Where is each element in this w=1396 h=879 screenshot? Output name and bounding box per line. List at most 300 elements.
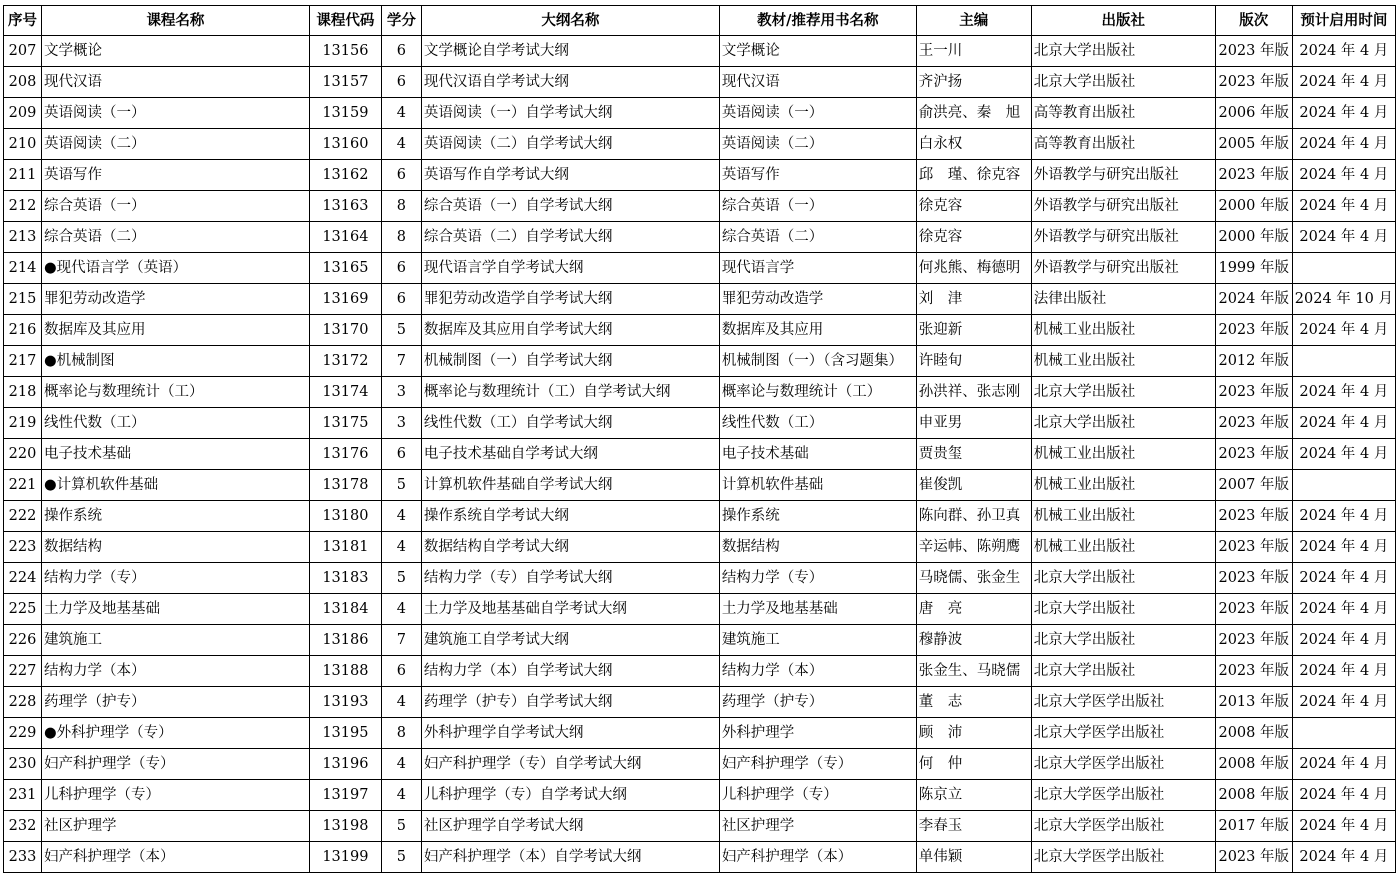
cell-textbook: 文学概论 bbox=[719, 36, 916, 67]
cell-edition: 2008 年版 bbox=[1215, 749, 1292, 780]
cell-seq: 219 bbox=[4, 408, 42, 439]
table-row bbox=[4, 811, 1396, 842]
cell-syllabus: 妇产科护理学（专）自学考试大纲 bbox=[421, 749, 719, 780]
table-row bbox=[4, 842, 1396, 873]
table-row bbox=[4, 377, 1396, 408]
cell-course-name: ●现代语言学（英语） bbox=[41, 253, 309, 284]
cell-course-name: ●机械制图 bbox=[41, 346, 309, 377]
cell-publisher: 北京大学出版社 bbox=[1031, 594, 1215, 625]
cell-seq: 210 bbox=[4, 129, 42, 160]
cell-editor: 许睦旬 bbox=[916, 346, 1031, 377]
cell-start-time: 2024 年 4 月 bbox=[1292, 222, 1395, 253]
course-table bbox=[3, 5, 1396, 873]
cell-editor: 崔俊凯 bbox=[916, 470, 1031, 501]
cell-credits: 6 bbox=[381, 160, 421, 191]
cell-credits: 8 bbox=[381, 222, 421, 253]
table-row bbox=[4, 315, 1396, 346]
cell-course-code: 13195 bbox=[309, 718, 381, 749]
cell-edition: 2005 年版 bbox=[1215, 129, 1292, 160]
cell-publisher: 外语教学与研究出版社 bbox=[1031, 160, 1215, 191]
cell-credits: 4 bbox=[381, 749, 421, 780]
cell-start-time bbox=[1292, 253, 1395, 284]
cell-editor: 孙洪祥、张志刚 bbox=[916, 377, 1031, 408]
cell-seq: 227 bbox=[4, 656, 42, 687]
cell-editor: 俞洪亮、秦 旭 bbox=[916, 98, 1031, 129]
cell-course-code: 13160 bbox=[309, 129, 381, 160]
cell-course-name: 英语阅读（二） bbox=[41, 129, 309, 160]
cell-course-name: 综合英语（二） bbox=[41, 222, 309, 253]
cell-course-code: 13186 bbox=[309, 625, 381, 656]
cell-course-name: 妇产科护理学（本） bbox=[41, 842, 309, 873]
cell-credits: 7 bbox=[381, 346, 421, 377]
cell-start-time: 2024 年 4 月 bbox=[1292, 625, 1395, 656]
table-row bbox=[4, 160, 1396, 191]
cell-edition: 2024 年版 bbox=[1215, 284, 1292, 315]
cell-course-name: 操作系统 bbox=[41, 501, 309, 532]
cell-credits: 4 bbox=[381, 129, 421, 160]
cell-start-time bbox=[1292, 718, 1395, 749]
cell-course-code: 13156 bbox=[309, 36, 381, 67]
cell-edition: 2023 年版 bbox=[1215, 532, 1292, 563]
cell-course-code: 13159 bbox=[309, 98, 381, 129]
cell-editor: 贾贵玺 bbox=[916, 439, 1031, 470]
cell-course-code: 13169 bbox=[309, 284, 381, 315]
cell-credits: 3 bbox=[381, 377, 421, 408]
cell-course-code: 13178 bbox=[309, 470, 381, 501]
cell-seq: 216 bbox=[4, 315, 42, 346]
cell-edition: 2023 年版 bbox=[1215, 439, 1292, 470]
cell-editor: 单伟颖 bbox=[916, 842, 1031, 873]
cell-start-time: 2024 年 4 月 bbox=[1292, 532, 1395, 563]
cell-publisher: 北京大学出版社 bbox=[1031, 36, 1215, 67]
cell-publisher: 机械工业出版社 bbox=[1031, 346, 1215, 377]
table-row bbox=[4, 718, 1396, 749]
cell-syllabus: 现代语言学自学考试大纲 bbox=[421, 253, 719, 284]
cell-publisher: 北京大学出版社 bbox=[1031, 656, 1215, 687]
cell-credits: 5 bbox=[381, 842, 421, 873]
cell-syllabus: 罪犯劳动改造学自学考试大纲 bbox=[421, 284, 719, 315]
cell-syllabus: 药理学（护专）自学考试大纲 bbox=[421, 687, 719, 718]
cell-publisher: 北京大学医学出版社 bbox=[1031, 811, 1215, 842]
cell-textbook: 结构力学（本） bbox=[719, 656, 916, 687]
cell-course-code: 13199 bbox=[309, 842, 381, 873]
cell-editor: 徐克容 bbox=[916, 191, 1031, 222]
cell-course-code: 13188 bbox=[309, 656, 381, 687]
cell-editor: 张金生、马晓儒 bbox=[916, 656, 1031, 687]
cell-syllabus: 电子技术基础自学考试大纲 bbox=[421, 439, 719, 470]
cell-course-name: 综合英语（一） bbox=[41, 191, 309, 222]
cell-edition: 2023 年版 bbox=[1215, 656, 1292, 687]
cell-seq: 230 bbox=[4, 749, 42, 780]
cell-publisher: 机械工业出版社 bbox=[1031, 501, 1215, 532]
cell-seq: 229 bbox=[4, 718, 42, 749]
header-seq: 序号 bbox=[4, 6, 42, 36]
cell-syllabus: 结构力学（本）自学考试大纲 bbox=[421, 656, 719, 687]
cell-start-time: 2024 年 4 月 bbox=[1292, 377, 1395, 408]
header-syllabus: 大纲名称 bbox=[421, 6, 719, 36]
cell-start-time: 2024 年 4 月 bbox=[1292, 439, 1395, 470]
cell-credits: 6 bbox=[381, 656, 421, 687]
cell-textbook: 英语阅读（一） bbox=[719, 98, 916, 129]
cell-course-name: 文学概论 bbox=[41, 36, 309, 67]
cell-textbook: 社区护理学 bbox=[719, 811, 916, 842]
cell-syllabus: 社区护理学自学考试大纲 bbox=[421, 811, 719, 842]
cell-textbook: 操作系统 bbox=[719, 501, 916, 532]
table-row bbox=[4, 501, 1396, 532]
table-row bbox=[4, 36, 1396, 67]
table-row bbox=[4, 284, 1396, 315]
cell-credits: 4 bbox=[381, 780, 421, 811]
cell-credits: 7 bbox=[381, 625, 421, 656]
cell-edition: 2023 年版 bbox=[1215, 408, 1292, 439]
cell-credits: 6 bbox=[381, 67, 421, 98]
cell-start-time: 2024 年 4 月 bbox=[1292, 129, 1395, 160]
table-row bbox=[4, 625, 1396, 656]
cell-edition: 2017 年版 bbox=[1215, 811, 1292, 842]
cell-credits: 8 bbox=[381, 191, 421, 222]
cell-textbook: 数据库及其应用 bbox=[719, 315, 916, 346]
table-row bbox=[4, 98, 1396, 129]
cell-start-time: 2024 年 4 月 bbox=[1292, 98, 1395, 129]
cell-editor: 白永权 bbox=[916, 129, 1031, 160]
cell-start-time: 2024 年 4 月 bbox=[1292, 811, 1395, 842]
cell-course-code: 13180 bbox=[309, 501, 381, 532]
cell-editor: 辛运帏、陈朔鹰 bbox=[916, 532, 1031, 563]
cell-syllabus: 儿科护理学（专）自学考试大纲 bbox=[421, 780, 719, 811]
cell-seq: 217 bbox=[4, 346, 42, 377]
cell-credits: 6 bbox=[381, 253, 421, 284]
cell-edition: 2023 年版 bbox=[1215, 625, 1292, 656]
cell-course-code: 13181 bbox=[309, 532, 381, 563]
cell-course-code: 13193 bbox=[309, 687, 381, 718]
cell-seq: 214 bbox=[4, 253, 42, 284]
cell-course-name: 数据库及其应用 bbox=[41, 315, 309, 346]
cell-start-time: 2024 年 4 月 bbox=[1292, 191, 1395, 222]
cell-edition: 2012 年版 bbox=[1215, 346, 1292, 377]
cell-seq: 222 bbox=[4, 501, 42, 532]
cell-textbook: 综合英语（一） bbox=[719, 191, 916, 222]
table-row bbox=[4, 191, 1396, 222]
cell-course-name: 儿科护理学（专） bbox=[41, 780, 309, 811]
cell-start-time: 2024 年 4 月 bbox=[1292, 780, 1395, 811]
cell-textbook: 机械制图（一）（含习题集） bbox=[719, 346, 916, 377]
cell-textbook: 结构力学（专） bbox=[719, 563, 916, 594]
cell-syllabus: 妇产科护理学（本）自学考试大纲 bbox=[421, 842, 719, 873]
cell-course-code: 13183 bbox=[309, 563, 381, 594]
cell-seq: 221 bbox=[4, 470, 42, 501]
cell-course-name: 社区护理学 bbox=[41, 811, 309, 842]
cell-course-code: 13157 bbox=[309, 67, 381, 98]
cell-textbook: 罪犯劳动改造学 bbox=[719, 284, 916, 315]
cell-syllabus: 建筑施工自学考试大纲 bbox=[421, 625, 719, 656]
cell-course-code: 13198 bbox=[309, 811, 381, 842]
cell-seq: 223 bbox=[4, 532, 42, 563]
cell-seq: 226 bbox=[4, 625, 42, 656]
table-row bbox=[4, 749, 1396, 780]
cell-course-code: 13197 bbox=[309, 780, 381, 811]
cell-editor: 刘 津 bbox=[916, 284, 1031, 315]
cell-credits: 6 bbox=[381, 284, 421, 315]
header-course-code: 课程代码 bbox=[309, 6, 381, 36]
cell-start-time: 2024 年 4 月 bbox=[1292, 563, 1395, 594]
cell-syllabus: 概率论与数理统计（工）自学考试大纲 bbox=[421, 377, 719, 408]
cell-course-code: 13175 bbox=[309, 408, 381, 439]
cell-start-time: 2024 年 4 月 bbox=[1292, 67, 1395, 98]
cell-textbook: 妇产科护理学（专） bbox=[719, 749, 916, 780]
cell-publisher: 北京大学出版社 bbox=[1031, 67, 1215, 98]
cell-credits: 4 bbox=[381, 687, 421, 718]
cell-seq: 207 bbox=[4, 36, 42, 67]
cell-syllabus: 结构力学（专）自学考试大纲 bbox=[421, 563, 719, 594]
cell-editor: 陈京立 bbox=[916, 780, 1031, 811]
cell-start-time bbox=[1292, 470, 1395, 501]
table-row bbox=[4, 594, 1396, 625]
cell-edition: 2013 年版 bbox=[1215, 687, 1292, 718]
cell-credits: 8 bbox=[381, 718, 421, 749]
cell-course-code: 13174 bbox=[309, 377, 381, 408]
cell-syllabus: 数据库及其应用自学考试大纲 bbox=[421, 315, 719, 346]
cell-textbook: 数据结构 bbox=[719, 532, 916, 563]
cell-edition: 2023 年版 bbox=[1215, 67, 1292, 98]
cell-edition: 2007 年版 bbox=[1215, 470, 1292, 501]
header-editor: 主编 bbox=[916, 6, 1031, 36]
cell-credits: 5 bbox=[381, 563, 421, 594]
table-row bbox=[4, 780, 1396, 811]
cell-edition: 2008 年版 bbox=[1215, 718, 1292, 749]
table-row bbox=[4, 129, 1396, 160]
cell-syllabus: 机械制图（一）自学考试大纲 bbox=[421, 346, 719, 377]
cell-syllabus: 英语写作自学考试大纲 bbox=[421, 160, 719, 191]
cell-edition: 2023 年版 bbox=[1215, 594, 1292, 625]
cell-course-code: 13170 bbox=[309, 315, 381, 346]
cell-edition: 2023 年版 bbox=[1215, 160, 1292, 191]
table-row bbox=[4, 470, 1396, 501]
cell-edition: 2006 年版 bbox=[1215, 98, 1292, 129]
cell-course-code: 13196 bbox=[309, 749, 381, 780]
cell-course-name: 现代汉语 bbox=[41, 67, 309, 98]
cell-course-name: 土力学及地基基础 bbox=[41, 594, 309, 625]
cell-course-code: 13163 bbox=[309, 191, 381, 222]
cell-course-code: 13176 bbox=[309, 439, 381, 470]
table-row bbox=[4, 656, 1396, 687]
cell-start-time: 2024 年 4 月 bbox=[1292, 656, 1395, 687]
cell-edition: 2023 年版 bbox=[1215, 377, 1292, 408]
cell-course-name: 结构力学（本） bbox=[41, 656, 309, 687]
cell-edition: 1999 年版 bbox=[1215, 253, 1292, 284]
cell-seq: 215 bbox=[4, 284, 42, 315]
cell-start-time: 2024 年 10 月 bbox=[1292, 284, 1395, 315]
header-row bbox=[4, 6, 1396, 36]
cell-publisher: 北京大学出版社 bbox=[1031, 625, 1215, 656]
cell-course-name: 结构力学（专） bbox=[41, 563, 309, 594]
cell-course-name: 药理学（护专） bbox=[41, 687, 309, 718]
cell-seq: 213 bbox=[4, 222, 42, 253]
cell-editor: 穆静波 bbox=[916, 625, 1031, 656]
cell-textbook: 综合英语（二） bbox=[719, 222, 916, 253]
cell-publisher: 外语教学与研究出版社 bbox=[1031, 253, 1215, 284]
cell-editor: 李春玉 bbox=[916, 811, 1031, 842]
cell-start-time: 2024 年 4 月 bbox=[1292, 160, 1395, 191]
cell-credits: 4 bbox=[381, 501, 421, 532]
cell-syllabus: 综合英语（一）自学考试大纲 bbox=[421, 191, 719, 222]
cell-syllabus: 数据结构自学考试大纲 bbox=[421, 532, 719, 563]
cell-start-time: 2024 年 4 月 bbox=[1292, 36, 1395, 67]
cell-edition: 2008 年版 bbox=[1215, 780, 1292, 811]
cell-textbook: 土力学及地基基础 bbox=[719, 594, 916, 625]
cell-seq: 225 bbox=[4, 594, 42, 625]
cell-syllabus: 操作系统自学考试大纲 bbox=[421, 501, 719, 532]
cell-syllabus: 计算机软件基础自学考试大纲 bbox=[421, 470, 719, 501]
cell-start-time bbox=[1292, 346, 1395, 377]
cell-syllabus: 外科护理学自学考试大纲 bbox=[421, 718, 719, 749]
cell-credits: 4 bbox=[381, 594, 421, 625]
cell-course-name: 妇产科护理学（专） bbox=[41, 749, 309, 780]
header-textbook: 教材/推荐用书名称 bbox=[719, 6, 916, 36]
header-course-name: 课程名称 bbox=[41, 6, 309, 36]
cell-course-name: 数据结构 bbox=[41, 532, 309, 563]
cell-credits: 3 bbox=[381, 408, 421, 439]
cell-publisher: 机械工业出版社 bbox=[1031, 470, 1215, 501]
cell-syllabus: 英语阅读（二）自学考试大纲 bbox=[421, 129, 719, 160]
cell-editor: 陈向群、孙卫真 bbox=[916, 501, 1031, 532]
cell-editor: 何 仲 bbox=[916, 749, 1031, 780]
cell-course-name: 线性代数（工） bbox=[41, 408, 309, 439]
cell-seq: 232 bbox=[4, 811, 42, 842]
cell-syllabus: 线性代数（工）自学考试大纲 bbox=[421, 408, 719, 439]
cell-seq: 211 bbox=[4, 160, 42, 191]
cell-textbook: 线性代数（工） bbox=[719, 408, 916, 439]
cell-publisher: 外语教学与研究出版社 bbox=[1031, 191, 1215, 222]
table-row bbox=[4, 563, 1396, 594]
cell-publisher: 北京大学医学出版社 bbox=[1031, 842, 1215, 873]
cell-course-name: 电子技术基础 bbox=[41, 439, 309, 470]
cell-course-code: 13162 bbox=[309, 160, 381, 191]
cell-publisher: 法律出版社 bbox=[1031, 284, 1215, 315]
cell-course-name: 英语阅读（一） bbox=[41, 98, 309, 129]
cell-textbook: 外科护理学 bbox=[719, 718, 916, 749]
cell-credits: 5 bbox=[381, 315, 421, 346]
cell-edition: 2023 年版 bbox=[1215, 842, 1292, 873]
cell-seq: 224 bbox=[4, 563, 42, 594]
cell-publisher: 北京大学医学出版社 bbox=[1031, 749, 1215, 780]
cell-edition: 2023 年版 bbox=[1215, 563, 1292, 594]
cell-publisher: 机械工业出版社 bbox=[1031, 315, 1215, 346]
cell-textbook: 概率论与数理统计（工） bbox=[719, 377, 916, 408]
cell-publisher: 北京大学医学出版社 bbox=[1031, 718, 1215, 749]
header-edition: 版次 bbox=[1215, 6, 1292, 36]
cell-publisher: 机械工业出版社 bbox=[1031, 532, 1215, 563]
cell-seq: 233 bbox=[4, 842, 42, 873]
cell-course-code: 13184 bbox=[309, 594, 381, 625]
cell-textbook: 现代汉语 bbox=[719, 67, 916, 98]
table-row bbox=[4, 222, 1396, 253]
cell-seq: 208 bbox=[4, 67, 42, 98]
cell-publisher: 北京大学医学出版社 bbox=[1031, 780, 1215, 811]
header-start-time: 预计启用时间 bbox=[1292, 6, 1395, 36]
table-row bbox=[4, 687, 1396, 718]
cell-course-name: 建筑施工 bbox=[41, 625, 309, 656]
cell-editor: 王一川 bbox=[916, 36, 1031, 67]
cell-publisher: 北京大学出版社 bbox=[1031, 408, 1215, 439]
cell-edition: 2000 年版 bbox=[1215, 191, 1292, 222]
cell-textbook: 妇产科护理学（本） bbox=[719, 842, 916, 873]
cell-editor: 顾 沛 bbox=[916, 718, 1031, 749]
cell-credits: 5 bbox=[381, 811, 421, 842]
header-publisher: 出版社 bbox=[1031, 6, 1215, 36]
cell-start-time: 2024 年 4 月 bbox=[1292, 315, 1395, 346]
cell-start-time: 2024 年 4 月 bbox=[1292, 408, 1395, 439]
cell-publisher: 北京大学医学出版社 bbox=[1031, 687, 1215, 718]
cell-course-code: 13164 bbox=[309, 222, 381, 253]
cell-credits: 5 bbox=[381, 470, 421, 501]
cell-editor: 张迎新 bbox=[916, 315, 1031, 346]
cell-start-time: 2024 年 4 月 bbox=[1292, 749, 1395, 780]
cell-credits: 4 bbox=[381, 98, 421, 129]
cell-course-name: ●计算机软件基础 bbox=[41, 470, 309, 501]
cell-textbook: 儿科护理学（专） bbox=[719, 780, 916, 811]
cell-editor: 马晓儒、张金生 bbox=[916, 563, 1031, 594]
cell-textbook: 英语阅读（二） bbox=[719, 129, 916, 160]
cell-syllabus: 土力学及地基基础自学考试大纲 bbox=[421, 594, 719, 625]
cell-editor: 邱 瑾、徐克容 bbox=[916, 160, 1031, 191]
cell-course-code: 13165 bbox=[309, 253, 381, 284]
cell-edition: 2023 年版 bbox=[1215, 501, 1292, 532]
cell-start-time: 2024 年 4 月 bbox=[1292, 687, 1395, 718]
cell-course-name: 罪犯劳动改造学 bbox=[41, 284, 309, 315]
cell-course-name: 概率论与数理统计（工） bbox=[41, 377, 309, 408]
cell-syllabus: 综合英语（二）自学考试大纲 bbox=[421, 222, 719, 253]
cell-publisher: 外语教学与研究出版社 bbox=[1031, 222, 1215, 253]
cell-textbook: 现代语言学 bbox=[719, 253, 916, 284]
cell-start-time: 2024 年 4 月 bbox=[1292, 594, 1395, 625]
cell-publisher: 高等教育出版社 bbox=[1031, 98, 1215, 129]
cell-seq: 218 bbox=[4, 377, 42, 408]
cell-seq: 220 bbox=[4, 439, 42, 470]
cell-edition: 2023 年版 bbox=[1215, 315, 1292, 346]
cell-editor: 齐沪扬 bbox=[916, 67, 1031, 98]
cell-editor: 唐 亮 bbox=[916, 594, 1031, 625]
cell-publisher: 机械工业出版社 bbox=[1031, 439, 1215, 470]
table-row bbox=[4, 408, 1396, 439]
table-row bbox=[4, 253, 1396, 284]
cell-seq: 212 bbox=[4, 191, 42, 222]
cell-textbook: 建筑施工 bbox=[719, 625, 916, 656]
cell-seq: 228 bbox=[4, 687, 42, 718]
header-credits: 学分 bbox=[381, 6, 421, 36]
cell-editor: 何兆熊、梅德明 bbox=[916, 253, 1031, 284]
cell-start-time: 2024 年 4 月 bbox=[1292, 501, 1395, 532]
cell-textbook: 英语写作 bbox=[719, 160, 916, 191]
table-row bbox=[4, 439, 1396, 470]
cell-seq: 231 bbox=[4, 780, 42, 811]
cell-syllabus: 英语阅读（一）自学考试大纲 bbox=[421, 98, 719, 129]
table-row bbox=[4, 532, 1396, 563]
cell-editor: 董 志 bbox=[916, 687, 1031, 718]
cell-credits: 6 bbox=[381, 439, 421, 470]
cell-publisher: 北京大学出版社 bbox=[1031, 377, 1215, 408]
cell-course-name: ●外科护理学（专） bbox=[41, 718, 309, 749]
cell-syllabus: 现代汉语自学考试大纲 bbox=[421, 67, 719, 98]
cell-start-time: 2024 年 4 月 bbox=[1292, 842, 1395, 873]
cell-seq: 209 bbox=[4, 98, 42, 129]
cell-publisher: 北京大学出版社 bbox=[1031, 563, 1215, 594]
cell-syllabus: 文学概论自学考试大纲 bbox=[421, 36, 719, 67]
cell-editor: 申亚男 bbox=[916, 408, 1031, 439]
cell-credits: 6 bbox=[381, 36, 421, 67]
cell-course-code: 13172 bbox=[309, 346, 381, 377]
cell-editor: 徐克容 bbox=[916, 222, 1031, 253]
cell-textbook: 计算机软件基础 bbox=[719, 470, 916, 501]
